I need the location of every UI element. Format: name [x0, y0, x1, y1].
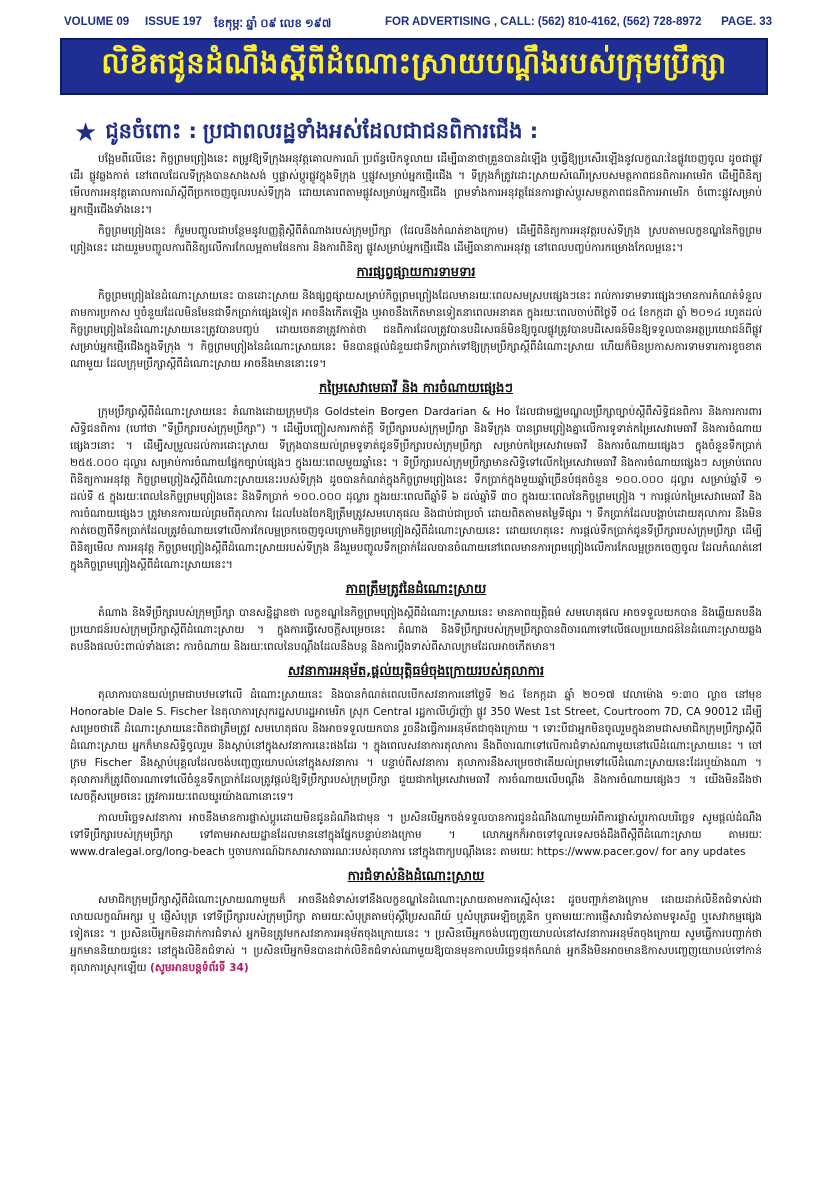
masthead [62, 14, 772, 34]
section-heading-text: សវនាការអនុម័ត,ផ្តល់យុត្តិធម៌ចុងក្រោយរបស់តុលាការ [287, 664, 545, 679]
title-banner [60, 38, 768, 95]
page-number: PAGE. 33 [721, 16, 772, 28]
addressee-line [74, 116, 774, 150]
issue-label: ISSUE 197 [145, 16, 202, 28]
section-heading-text: កម្រៃសេវាមេធាវី និង ការចំណាយផ្សេងៗ [319, 381, 513, 396]
section-heading-objections [70, 865, 762, 888]
article-body [70, 151, 762, 981]
objections-paragraph [70, 892, 762, 977]
fees-paragraph: ក្រុមប្រឹក្សាស្តីពីដំណោះស្រាយនេះ តំណាងដោយក្រុមហ៊ុន Goldstein Borgen Dardarian & Ho ដែលជាមជ្ឈមណ្ឌលប្រឹក្សាច្បាប់ស្តីពីសិទ្ធិជនពិការ និងការការពារសិទ្ធិជនពិការ (ហៅថា "ទីប្រឹក្សារបស់ក្រុមប្រឹក្សា") ។ ដើម្បីបញ្ចៀសការកាត់ក្តី ទីប្រឹក្សារបស់ក្រុមប្រឹក្សា និងទីក្រុង បានព្រមព្រៀងគ្នាលើការទូទាត់កម្រៃសេវាមេធាវី និងការចំណាយផ្សេងៗនោះ ។ ដើម្បីសម្រួលដល់ការដោះស្រាយ ទីក្រុងបានយល់ព្រមទូទាត់ជូនទីប្រឹក្សារបស់ក្រុមប្រឹក្សា សម្រាប់កម្រៃសេវាមេធាវី និងការចំណាយផ្សេងៗ ក្នុងចំនួនទឹកប្រាក់ ២៥៥.០០០ ដុល្លារ សម្រាប់ការចំណាយផ្នែកច្បាប់ផ្សេងៗ ក្នុងរយៈពេលមួយឆ្នាំនេះ ។ ទីប្រឹក្សារបស់ក្រុមប្រឹក្សាមានសិទ្ធិទៅលើកម្រៃសេវាមេធាវី និងការចំណាយផ្សេងៗ សម្រាប់ពេលពិនិត្យការអនុវត្ត កិច្ចព្រមព្រៀងស្តីពីដំណោះស្រាយនេះរបស់ទីក្រុង ដូចបានកំណត់ក្នុងកិច្ចព្រមព្រៀងនេះ ទឹកប្រាក់ក្នុងមួយឆ្នាំច្រើនបំផុតចំនួន ១០០.០០០ ដុល្លារ សម្រាប់ឆ្នាំទី ១ ដល់ទី ៥ ក្នុងរយៈពេលនៃកិច្ចព្រមព្រៀងនេះ និងទឹកប្រាក់ ១០០.០០០ ដុល្លារ ក្នុងរយៈពេលពីឆ្នាំទី ៦ ដល់ឆ្នាំទី ៣០ ក្នុងរយៈពេលនៃកិច្ចព្រមព្រៀង ។ ការផ្តល់កម្រៃសេវាមេធាវី និងការចំណាយផ្សេងៗ ត្រូវមានការយល់ព្រមពីតុលាការ ដែលបែងចែកឱ្យត្រឹមត្រូវសមហេតុផល និងជាប់ជាប្រចាំ ដោយពិតតាមតម្លៃទីផ្សារ ។ ទឹកប្រាក់ដែលបង្គាប់ដោយតុលាការ នឹងមិនកាត់ចេញពីទឹកប្រាក់ដែលត្រូវចំណាយទៅលើការកែលម្អច្រកចេញចូលក្រោមកិច្ចព្រមព្រៀងស្តីពីដំណោះស្រាយនេះ ដោយហេតុនេះ ការផ្តល់ទឹកប្រាក់ជូនទីប្រឹក្សារបស់ក្រុមប្រឹក្សា ដើម្បីពិនិត្យមើល ការអនុវត្ត កិច្ចព្រមព្រៀងស្តីពីដំណោះស្រាយរបស់ទីក្រុង នឹងរួមបញ្ចូលទឹកប្រាក់ដែលបានចំណាយនៅពេលមានការព្រមព្រៀងលើការកែលម្អច្រកចេញចូល ដែលកំណត់នៅក្នុងកិច្ចព្រមព្រៀងស្តីពីដំណោះស្រាយនេះ។ [70, 406, 762, 571]
addressee-text: ប្រជាពលរដ្ឋទាំងអស់ដែលជាជនពិការជើង : [202, 118, 539, 143]
hearing-paragraph-2: កាលបរិច្ឆេទសវនាការ អាចនឹងមានការផ្លាស់ប្តូរដោយមិនជូនដំណឹងជាមុន ។ ប្រសិនបើអ្នកចង់ទទួលបានការជូនដំណឹងណាមួយអំពីការផ្លាស់ប្តូរកាលបរិច្ឆេទ សូមផ្តល់ដំណឹងទៅទីប្រឹក្សារបស់ក្រុមប្រឹក្សា ទៅតាមអាសយដ្ឋានដែលមាននៅក្នុងផ្នែកបន្ទាប់ខាងក្រោម ។ លោកអ្នកក៏អាចទៅទូលទេសចង់ដឹងពីស្តីពីដំណោះស្រាយ តាមរយៈ www.dralegal.org/long-beach ឬចាបការណ៍ឯកសារសាធារណៈរបស់តុលាការ នៅក្នុងពាក្យបណ្តឹងនេះ តាមរយៈ https://www.pacer.gov/ for any updates [70, 812, 762, 858]
fairness-paragraph: តំណាង និងទីប្រឹក្សារបស់ក្រុមប្រឹក្សា បានសន្និដ្ឋានថា លក្ខខណ្ឌនៃកិច្ចព្រមព្រៀងស្តីពីដំណោះស្រាយនេះ មានភាពយុត្តិធម៌ សមហេតុផល អាចទទួលយកបាន និងឆ្លើយតបនឹងប្រយោជន៍របស់ក្រុមប្រឹក្សាស្តីពីដំណោះស្រាយ ។ ក្នុងការធ្វើសេចក្តីសម្រេចនេះ តំណាង និងទីប្រឹក្សារបស់ក្រុមប្រឹក្សាបានពិចារណាទៅលើផលប្រយោជន៍នៃដំណោះស្រាយឆ្លងតបនឹងផលប៉ះពាល់ទាំងនោះ ការចំណាយ និងរយៈពេលនៃបណ្តឹងដែលនឹងបន្ត និងការប្តឹងទាស់ពីសាលក្រមដែលអាចកើតមាន។ [70, 607, 762, 653]
claims-paragraph: កិច្ចព្រមព្រៀងនៃដំណោះស្រាយនេះ បានដោះស្រាយ និងផ្សព្វផ្សាយសម្រាប់កិច្ចព្រមព្រៀងដែលមានរយៈពេលសមស្របផ្សេងៗនេះ រាល់ការទាមទារផ្សេងៗមានការកំណត់ទំនួលតាមការប្រកាស ឬចំនួយដែលមិនមែនជាទឹកប្រាក់ផ្សេងទៀត អាចនឹងកើតឡើង ឬអាចនឹងកើតមានទៀតនាពេលអនាគត ក្នុងរយៈពេលចាប់ពីថ្ងៃទី ០៤ ខែកក្កដា ឆ្នាំ ២០១៤ រហូតដល់កិច្ចព្រមព្រៀងនៃដំណោះស្រាយនេះត្រូវបានបញ្ចប់ ដោយចេតនាត្រូវកាត់ថា ជនពិការដែលត្រូវបានបដិសេធន៍មិនឱ្យចូលផ្លូវត្រូវបានបដិសេធន៍មិនឱ្យទទួលបានអត្ថប្រយោជន៍ពីផ្លូវសម្រាប់អ្នកថ្មើរជើងក្នុងទីក្រុង ។ កិច្ចព្រមព្រៀងនៃដំណោះស្រាយនេះ មិនបានផ្តល់ជំនួយជាទឹកប្រាក់ទៅឱ្យក្រុមប្រឹក្សាស្តីពីដំណោះស្រាយ ហើយក៏មិនប្រកាសការទាមទារការខូចខាតណាមួយ ដែលក្រុមប្រឹក្សាស្តីពីដំណោះស្រាយ អាចនឹងមាននោះទេ។ [70, 290, 762, 370]
star-icon: ★ [74, 118, 98, 148]
section-heading-claims [70, 261, 762, 284]
article-title: លិខិតជូនដំណឹងស្តីពីដំណោះស្រាយបណ្តឹងរបស់ក្រុមប្រឹក្សា [101, 45, 727, 80]
issue-date-khmer: ខែកុម្ភៈ ឆ្នាំ ០៩ លេខ ១៩៧ [214, 18, 332, 30]
hearing-paragraph-1: តុលាការបានយល់ព្រមជាបឋមទៅលើ ដំណោះស្រាយនេះ និងបានកំណត់ពេលបើកសវនាការនៅថ្ងៃទី ២៤ ខែកក្កដា ឆ្នាំ ២០១៧ វេលាម៉ោង ១:៣០ ល្ងាច នៅមុខ Honorable Dale S. Fischer នៃតុលាការស្រុករដ្ឋសហរដ្ឋអាមេរិក ស្រុក Central រដ្ឋកាលីហ្វ័រញ៉ា ផ្លូវ 350 West 1st Street, Courtroom 7D, CA 90012 ដើម្បីសម្រេចថាតើ ដំណោះស្រាយនេះពិតជាត្រឹមត្រូវ សមហេតុផល និងអាចទទួលយកបាន រួចនឹងធ្វើការអនុម័តជាចុងក្រោយ ។ ទោះបីជាអ្នកមិនចូលរួមក្នុងនាមជាសមាជិកក្រុមប្រឹក្សាស្តីពីដំណោះស្រាយ អ្នកក៏មានសិទ្ធិចូលរួម និងស្តាប់នៅក្នុងសវនាការនេះផងដែរ ។ ក្នុងពេលសវនាការតុលាការ នឹងពិចារណាទៅលើការជំទាស់ណាមួយនៅលើដំណោះស្រាយនេះ ។ ចៅក្រម Fischer នឹងស្តាប់បុគ្គលដែលចង់បញ្ចេញយោបល់នៅក្នុងសវនាការ ។ បន្ទាប់ពីសវនាការ តុលាការនឹងសម្រេចថាតើយល់ព្រមទៅលើដំណោះស្រាយនេះដែរឬយ៉ាងណា ។ តុលាការក៏ត្រូវពិចារណាទៅលើចំនួនទឹកប្រាក់ដែលត្រូវផ្តល់ឱ្យទីប្រឹក្សារបស់ក្រុមប្រឹក្សា ជួយជាកម្រៃសេវាមេធាវី ការចំណាយលើបណ្តឹង និងការចំណាយផ្សេងៗ ។ យើងមិនដឹងថា សេចក្តីសម្រេចនេះ ត្រូវការរយៈពេលយូរយ៉ាងណានោះទេ។ [70, 689, 762, 803]
continued-on-page: (សូមអានបន្តទំព័រទី 34) [149, 962, 249, 974]
section-heading-hearing [70, 660, 762, 683]
intro-paragraph-2: កិច្ចព្រមព្រៀងនេះ ក៏រួមបញ្ចូលជាបន្ថែមនូវបញ្ញត្តិស្តីពីតំណាងរបស់ក្រុមប្រឹក្សា (ដែលនឹងកំណត់ខាងក្រោម) ដើម្បីពិនិត្យការអនុវត្តរបស់ទីក្រុង ស្របតាមលក្ខខណ្ឌនៃកិច្ចព្រមព្រៀងនេះ ដោយរួមបញ្ចូលការពិនិត្យលើការកែលម្អតាមផែនការ និងការពិនិត្យ ផ្លូវសម្រាប់អ្នកថ្មើរជើង ដើម្បីធានាការអនុវត្ត នៅពេលបញ្ចប់ការកម្រោងកែលម្អនេះ។ [70, 225, 762, 254]
intro-paragraph-1: បង្អែមពីលើនេះ កិច្ចព្រមព្រៀងនេះ តម្រូវឱ្យទីក្រុងអនុវត្តគោលការណ៍ ប្រព័ន្ធបើកទូលាយ ដើម្បីធានាថាគ្រួនបានដំឡើង ឬធ្វើឱ្យប្រសើរឡើងនូវលក្ខណៈនៃផ្លូវចេញចូល ដូចជាផ្លូវដើរ ផ្លូវឆ្លងកាត់ នៅពេលដែលទីក្រុងបានសាងសង់ ឬផ្លាស់ប្តូរផ្លូវក្នុងទីក្រុង ឬផ្លូវសម្រាប់អ្នកថ្មើរជើង ។ ទីក្រុងក៏ត្រូវដោះស្រាយសំណើរស្របសមត្ថភាពជនពិការអាមេរិក ដើម្បីពិនិត្យមើលការអនុវត្តគោលការណ៍ស្តីពីច្រកចេញចូលរបស់ទីក្រុង ដោយគោរពតាមផ្លូវសម្រាប់អ្នកថ្មើរជើង ព្រមទាំងការអនុវត្តផែនការផ្លាស់ប្តូរសមត្ថភាពជនពិការអាមេរិក ចំពោះផ្លូវសម្រាប់អ្នកថ្មើរជើងទាំងនេះ។ [70, 153, 762, 216]
objections-text: សមាជិកក្រុមប្រឹក្សាស្តីពីដំណោះស្រាយណាមួយក៏ អាចនឹងជំទាស់ទៅនឹងលក្ខខណ្ឌនៃដំណោះស្រាយតាមការស្នើសុំនេះ ដូចបញ្ជាក់ខាងក្រោម ដោយដាក់លិខិតជំទាស់ជាលាយលក្ខណ៍អក្សរ ឬ ផ្ញើសំបុត្រ ទៅទីប្រឹក្សារបស់ក្រុមប្រឹក្សា តាមរយៈសំបុត្រតាមប៉ុស្តិ៍ប្រៃសណីយ៍ ឬសំបុត្រអេឡិចត្រូនិក ឬតាមរយៈការផ្ញើសារជំទាស់តាមទូរស័ព្ទ ឬសេវាកម្មផ្សេងទៀតនេះ ។ ប្រសិនបើអ្នកមិនដាក់ការជំទាស់ អ្នកមិនត្រូវមកសវនាការអនុម័តចុងក្រោយនេះ ។ ប្រសិនបើអ្នកចង់បញ្ចេញយោបល់នៅសវនាការអនុម័តចុងក្រោយ សូមធ្វើការបញ្ជាក់ថា អ្នកមាននិយាយជួនេះ នៅក្នុងលិខិតជំទាស់ ។ ប្រសិនបើអ្នកមិនបានដាក់លិខិតជំទាស់ណាមួយឱ្យបានមុនកាលបរិច្ឆេទផុតកំណត់ អ្នកនឹងមិនអាចមានឱកាសបញ្ចេញយោបល់ទៅកាន់តុលាការស្រុកឡើយ [70, 894, 762, 974]
section-heading-fees [70, 377, 762, 400]
section-heading-fairness [70, 578, 762, 601]
section-heading-text: ការផ្សព្វផ្សាយការទាមទារ [356, 265, 476, 280]
volume-label: VOLUME 09 [64, 16, 130, 28]
advertising-contact: FOR ADVERTISING , CALL: (562) 810-4162, (562) 728-8972 [385, 16, 702, 28]
addressee-label: ជូនចំពោះ : [105, 118, 197, 143]
section-heading-text: ការជំទាស់និងដំណោះស្រាយ [347, 869, 485, 884]
section-heading-text: ភាពត្រឹមត្រូវនៃដំណោះស្រាយ [345, 582, 487, 597]
